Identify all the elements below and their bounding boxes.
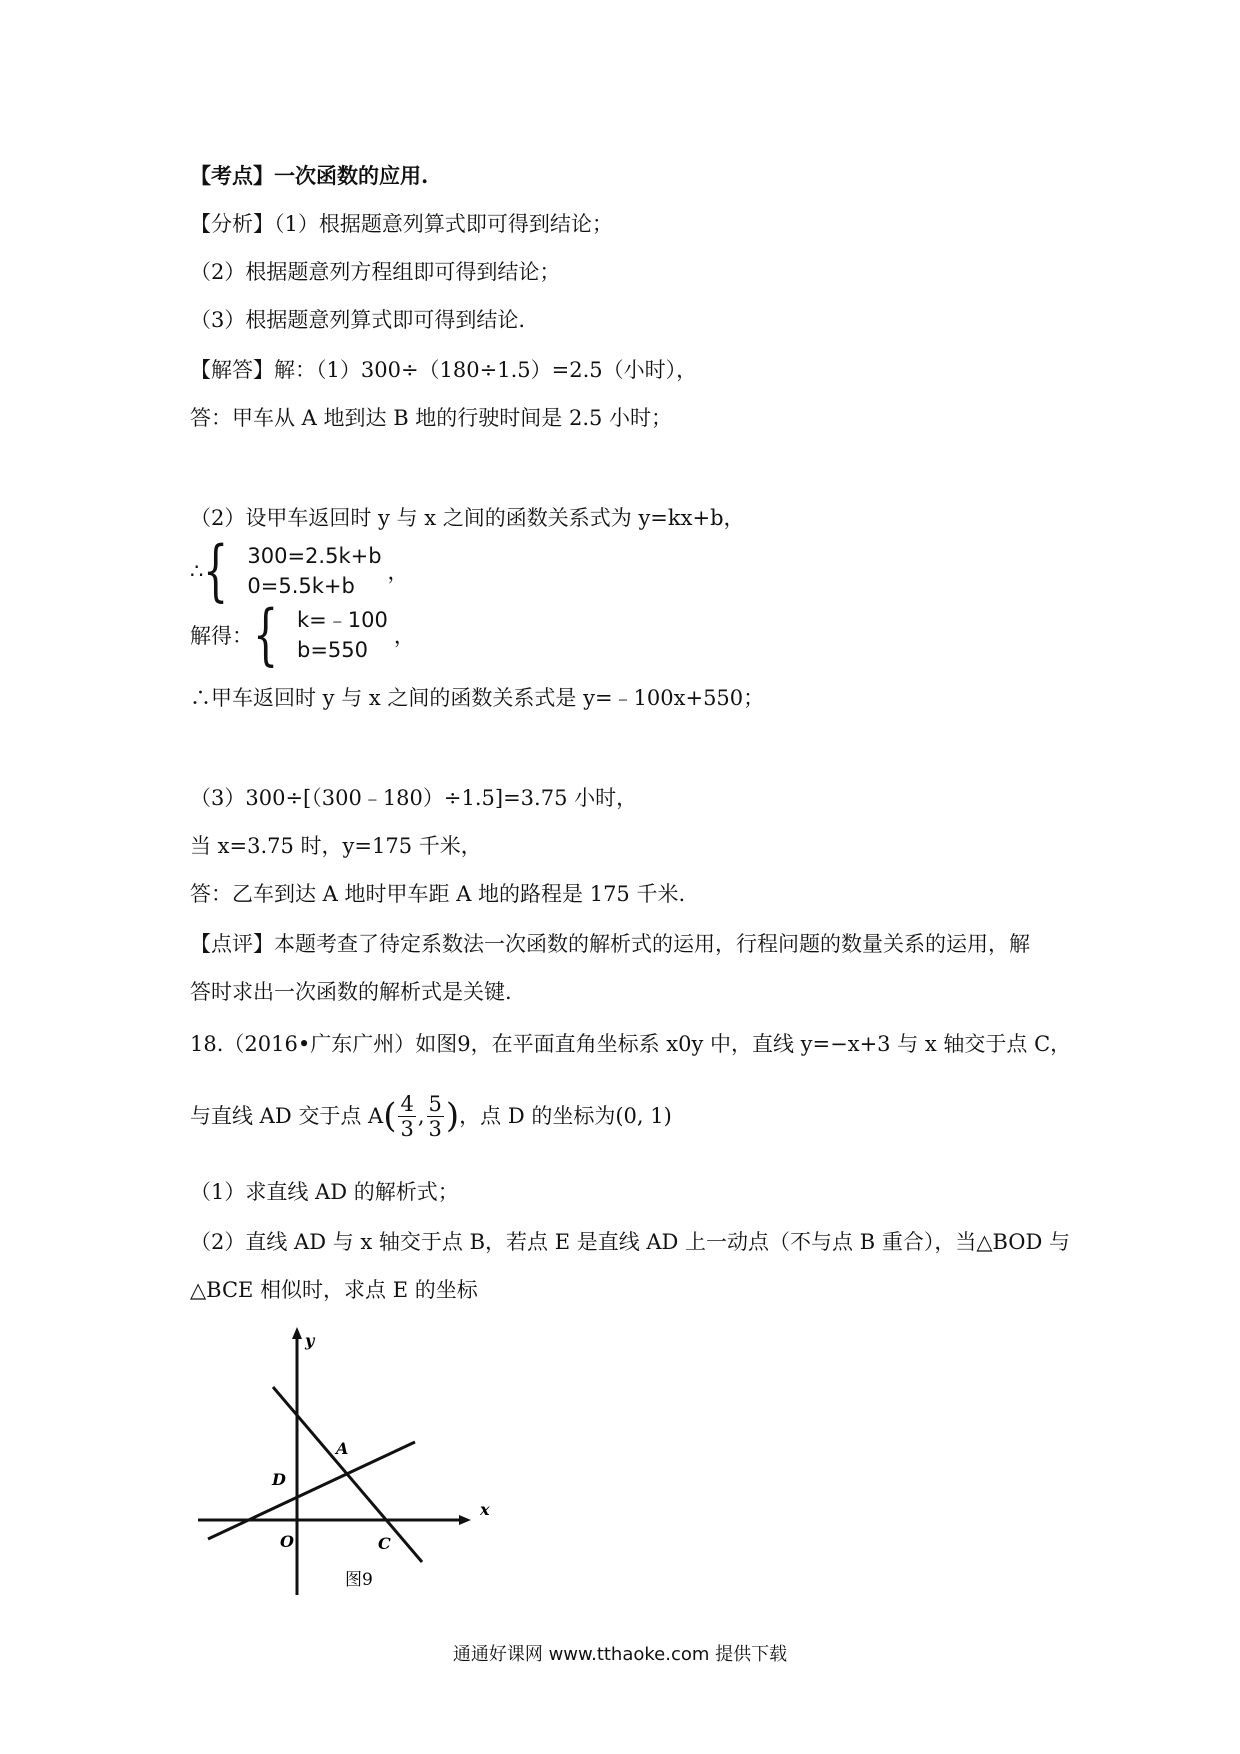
solve-label: 解得： — [190, 624, 253, 648]
system-2-eq-1: k=﹣100 — [297, 608, 388, 632]
figure-caption: 图9 — [345, 1570, 373, 1590]
label-y: y — [305, 1331, 315, 1350]
q18-sub2-line: （2）直线 AD 与 x 轴交于点 B，若点 E 是直线 AD 上一动点（不与点 B 重合），当△BOD 与 — [190, 1230, 1071, 1254]
y-axis-arrow — [292, 1327, 302, 1339]
q18-line-2: 与直线 AD 交于点 A ( $\frac{4}{3}$ , $\frac{5}{3}$ ) ，点 D 的坐标为(0, 1) — [190, 1086, 672, 1146]
close-paren: ) — [445, 1096, 460, 1136]
label-c: C — [378, 1534, 391, 1553]
comma: , — [417, 1104, 425, 1128]
q18-sub2b-line: △BCE 相似时，求点 E 的坐标 — [190, 1278, 478, 1302]
system-1-eq-2: 0=5.5k+b — [247, 574, 355, 598]
dianping-line-2: 答时求出一次函数的解析式是关键. — [190, 980, 512, 1004]
system-rows — [297, 605, 388, 665]
fenxi-line-3: （3）根据题意列算式即可得到结论. — [190, 308, 526, 332]
system-2-eq-2: b=550 — [297, 638, 369, 662]
left-brace: { — [203, 532, 229, 609]
label-o: O — [280, 1532, 294, 1551]
part2-result-line: ∴甲车返回时 y 与 x 之间的函数关系式是 y=﹣100x+550； — [190, 686, 765, 710]
system-1-tail: ， — [387, 560, 409, 584]
q18-line-1: 18.（2016•广东广州）如图9，在平面直角坐标系 x0y 中，直线 y=−x+3 与 x 轴交于点 C， — [190, 1032, 1072, 1056]
part2-intro-line: （2）设甲车返回时 y 与 x 之间的函数关系式为 y=kx+b， — [190, 506, 745, 530]
jieda-line: 【解答】解：（1）300÷（180÷1.5）=2.5（小时）， — [190, 358, 698, 382]
fenxi-line: 【分析】（1）根据题意列算式即可得到结论； — [190, 212, 613, 236]
part3-calc-line: （3）300÷[（300﹣180）÷1.5]=3.75 小时， — [190, 786, 638, 810]
system-2-tail: ， — [393, 624, 415, 648]
therefore-symbol: ∴ — [190, 559, 204, 583]
x-axis-arrow — [459, 1515, 471, 1525]
system-rows — [247, 541, 381, 601]
part3-when-line: 当 x=3.75 时，y=175 千米， — [190, 834, 482, 858]
equation-system-2 — [190, 596, 415, 673]
system-1-eq-1: 300=2.5k+b — [247, 544, 382, 568]
open-paren: ( — [383, 1096, 397, 1136]
dianping-line-1: 【点评】本题考查了待定系数法一次函数的解析式的运用，行程问题的数量关系的运用，解 — [190, 932, 1030, 956]
figure-9 — [190, 1325, 510, 1595]
answer-1-line: 答：甲车从 A 地到达 B 地的行驶时间是 2.5 小时； — [190, 406, 673, 430]
left-brace: { — [253, 596, 279, 673]
q18-sub1-line: （1）求直线 AD 的解析式； — [190, 1180, 459, 1204]
line-ad — [208, 1442, 415, 1539]
fraction-a-x: $\frac{4}{3}$ — [400, 1091, 414, 1141]
footer: 通通好课网 www.tthaoke.com 提供下载 — [452, 1644, 788, 1665]
equation-system-1 — [190, 532, 409, 609]
line-ac — [273, 1387, 422, 1562]
label-a: A — [336, 1439, 349, 1458]
fenxi-line-2: （2）根据题意列方程组即可得到结论； — [190, 260, 561, 284]
kaodian-line: 【考点】一次函数的应用. — [190, 163, 429, 188]
answer-3-line: 答：乙车到达 A 地时甲车距 A 地的路程是 175 千米. — [190, 882, 686, 906]
label-d: D — [272, 1470, 286, 1489]
fraction-a-y: $\frac{5}{3}$ — [428, 1091, 442, 1141]
label-x: x — [480, 1500, 490, 1519]
